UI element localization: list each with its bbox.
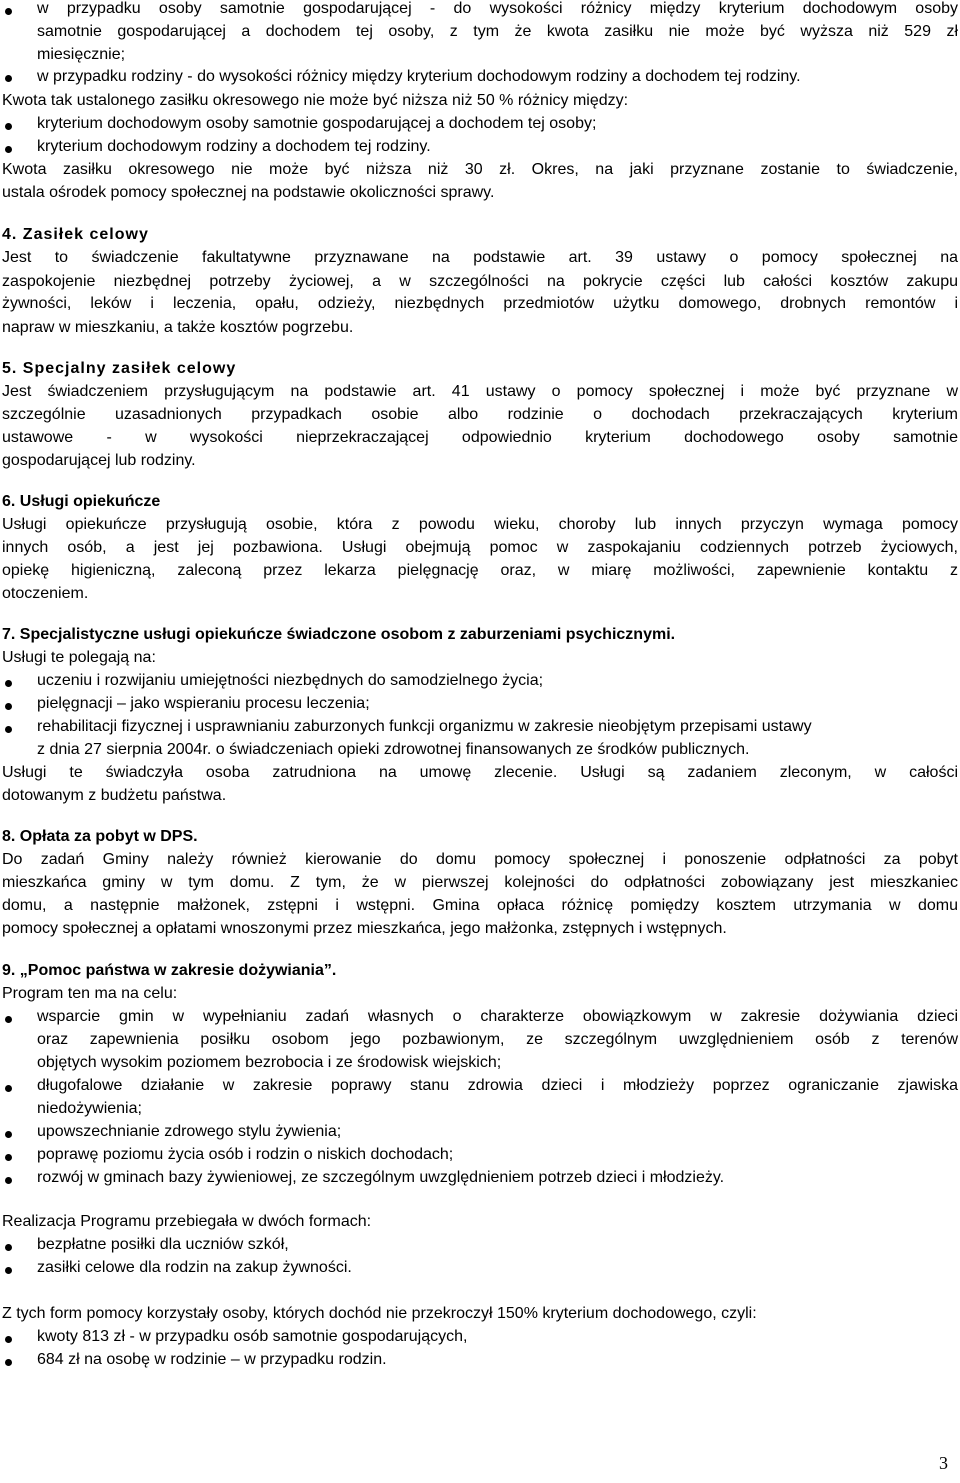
text-line: zasiłki celowe dla rodzin na zakup żywności. — [37, 1259, 352, 1276]
paragraph-line: Kwota tak ustalonego zasiłku okresowego nie może być niższa niż 50 % różnicy między: — [2, 92, 629, 109]
bullet-icon — [5, 1085, 12, 1092]
bullet-icon — [5, 1336, 12, 1343]
text-line: upowszechnianie zdrowego stylu żywienia; — [37, 1123, 342, 1140]
text-line: oraz zapewnienia posiłku osobom jego pozbawionym, ze szczególnym uwzględnieniem osób z terenów — [37, 1031, 958, 1048]
paragraph-line: Jest świadczeniem przysługującym na podstawie art. 41 ustawy o pomocy społecznej i może być przyznane w — [2, 383, 958, 400]
paragraph-line: domu, a następnie małżonek, zstępni i wstępni. Gmina opłaca różnicę pomiędzy kosztem utrzymania w domu — [2, 897, 958, 914]
text-line: wsparcie gmin w wypełnianiu zadań własnych o charakterze obowiązkowym w zakresie dożywiania dzieci — [37, 1008, 958, 1025]
bullet-icon — [5, 703, 12, 710]
text-line: w przypadku rodziny - do wysokości różnicy między kryterium dochodowym rodziny a dochodem tej rodziny. — [37, 68, 801, 85]
section-heading: 9. „Pomoc państwa w zakresie dożywiania”. — [2, 962, 337, 979]
text-line: kryterium dochodowym osoby samotnie gospodarującej a dochodem tej osoby; — [37, 115, 597, 132]
bullet-icon — [5, 1244, 12, 1251]
text-line: 684 zł na osobę w rodzinie – w przypadku rodzin. — [37, 1351, 387, 1368]
page-number: 3 — [939, 1453, 948, 1473]
bullet-icon — [5, 8, 12, 15]
paragraph-line: Usługi te świadczyła osoba zatrudniona na umowę zlecenie. Usługi są zadaniem zleconym, w całości — [2, 764, 958, 781]
text-line: bezpłatne posiłki dla uczniów szkół, — [37, 1236, 289, 1253]
text-line: kryterium dochodowym rodziny a dochodem tej rodziny. — [37, 138, 431, 155]
text-line: niedożywienia; — [37, 1100, 142, 1117]
text-line: poprawę poziomu życia osób i rodzin o niskich dochodach; — [37, 1146, 454, 1163]
paragraph-line: dotowanym z budżetu państwa. — [2, 787, 227, 804]
paragraph-line: ustala ośrodek pomocy społecznej na podstawie okoliczności sprawy. — [2, 184, 495, 201]
section-heading: 5. Specjalny zasiłek celowy — [2, 360, 237, 377]
text-line: kwoty 813 zł - w przypadku osób samotnie gospodarujących, — [37, 1328, 468, 1345]
paragraph-line: otoczeniem. — [2, 585, 89, 602]
paragraph-line: żywności, leków i leczenia, opału, odzieży, niezbędnych przedmiotów użytku domowego, drobnych remontów i — [2, 295, 958, 312]
bullet-icon — [5, 123, 12, 130]
bullet-icon — [5, 146, 12, 153]
section-heading: 6. Usługi opiekuńcze — [2, 493, 161, 510]
paragraph-line: Kwota zasiłku okresowego nie może być niższa niż 30 zł. Okres, na jaki przyznane zostanie to świadczenie, — [2, 161, 958, 178]
bullet-icon — [5, 1359, 12, 1366]
paragraph-line: Usługi te polegają na: — [2, 649, 156, 666]
text-line: miesięcznie; — [37, 46, 126, 63]
bullet-icon — [5, 1267, 12, 1274]
paragraph-line: innych osób, a jest jej pozbawiona. Usługi obejmują pomoc w zaspokajaniu codziennych potrzeb życiowych, — [2, 539, 958, 556]
text-line: pielęgnacji – jako wspieraniu procesu leczenia; — [37, 695, 370, 712]
text-line: objętych wysokim poziomem bezrobocia i ze środowisk wiejskich; — [37, 1054, 502, 1071]
paragraph-line: mieszkańca gminy w tym domu. Z tym, że w pierwszej kolejności do odpłatności zobowiązany jest mieszkaniec — [2, 874, 958, 891]
paragraph-line: opiekę higieniczną, zaleconą przez lekarza pielęgnację oraz, w miarę możliwości, zapewnienie kontaktu z — [2, 562, 958, 579]
text-line: długofalowe działanie w zakresie poprawy stanu zdrowia dzieci i młodzieży poprzez ograniczanie zjawiska — [37, 1077, 958, 1094]
section-heading: 8. Opłata za pobyt w DPS. — [2, 828, 198, 845]
paragraph-line: Do zadań Gminy należy również kierowanie do domu pomocy społecznej i ponoszenie odpłatności za pobyt — [2, 851, 958, 868]
paragraph-line: gospodarującej lub rodziny. — [2, 452, 196, 469]
bullet-icon — [5, 1016, 12, 1023]
paragraph-line: pomocy społecznej a opłatami wnoszonymi przez mieszkańca, jego małżonka, zstępnych i wstępnych. — [2, 920, 727, 937]
bullet-icon — [5, 1177, 12, 1184]
text-line: w przypadku osoby samotnie gospodarującej - do wysokości różnicy między kryterium dochodowym osoby — [37, 0, 958, 17]
text-line: z dnia 27 sierpnia 2004r. o świadczeniach opieki zdrowotnej finansowanych ze środków publicznych. — [37, 741, 750, 758]
paragraph-line: Program ten ma na celu: — [2, 985, 178, 1002]
section-heading: 7. Specjalistyczne usługi opiekuńcze świadczone osobom z zaburzeniami psychicznymi. — [2, 626, 676, 643]
paragraph-line: Jest to świadczenie fakultatywne przyznawane na podstawie art. 39 ustawy o pomocy społecznej na — [2, 249, 958, 266]
paragraph-line: ustawowe - w wysokości nieprzekraczającej odpowiednio kryterium dochodowego osoby samotnie — [2, 429, 958, 446]
bullet-icon — [5, 726, 12, 733]
bullet-icon — [5, 680, 12, 687]
paragraph-line: zaspokojenie niezbędnej potrzeby życiowej, a w szczególności na pokrycie części lub całości kosztów zakupu — [2, 273, 958, 290]
paragraph-line: napraw w mieszkaniu, a także kosztów pogrzebu. — [2, 319, 354, 336]
bullet-icon — [5, 1131, 12, 1138]
text-line: rehabilitacji fizycznej i usprawnianiu zaburzonych funkcji organizmu w zakresie nieobjętym przepisami ustawy — [37, 718, 812, 735]
paragraph-line: Realizacja Programu przebiegała w dwóch formach: — [2, 1213, 372, 1230]
text-line: uczeniu i rozwijaniu umiejętności niezbędnych do samodzielnego życia; — [37, 672, 544, 689]
paragraph-line: Z tych form pomocy korzystały osoby, których dochód nie przekroczył 150% kryterium dochodowego, czyli: — [2, 1305, 757, 1322]
paragraph-line: Usługi opiekuńcze przysługują osobie, która z powodu wieku, choroby lub innych przyczyn wymaga pomocy — [2, 516, 958, 533]
paragraph-line: szczególnie uzasadnionych przypadkach osobie albo rodzinie o dochodach przekraczających kryterium — [2, 406, 958, 423]
bullet-icon — [5, 1154, 12, 1161]
text-line: samotnie gospodarującej a dochodem tej osoby, z tym że kwota zasiłku nie może być wyższa niż 529 zł — [37, 23, 958, 40]
bullet-icon — [5, 75, 12, 82]
section-heading: 4. Zasiłek celowy — [2, 226, 149, 243]
text-line: rozwój w gminach bazy żywieniowej, ze szczególnym uwzględnieniem potrzeb dzieci i młodzieży. — [37, 1169, 725, 1186]
